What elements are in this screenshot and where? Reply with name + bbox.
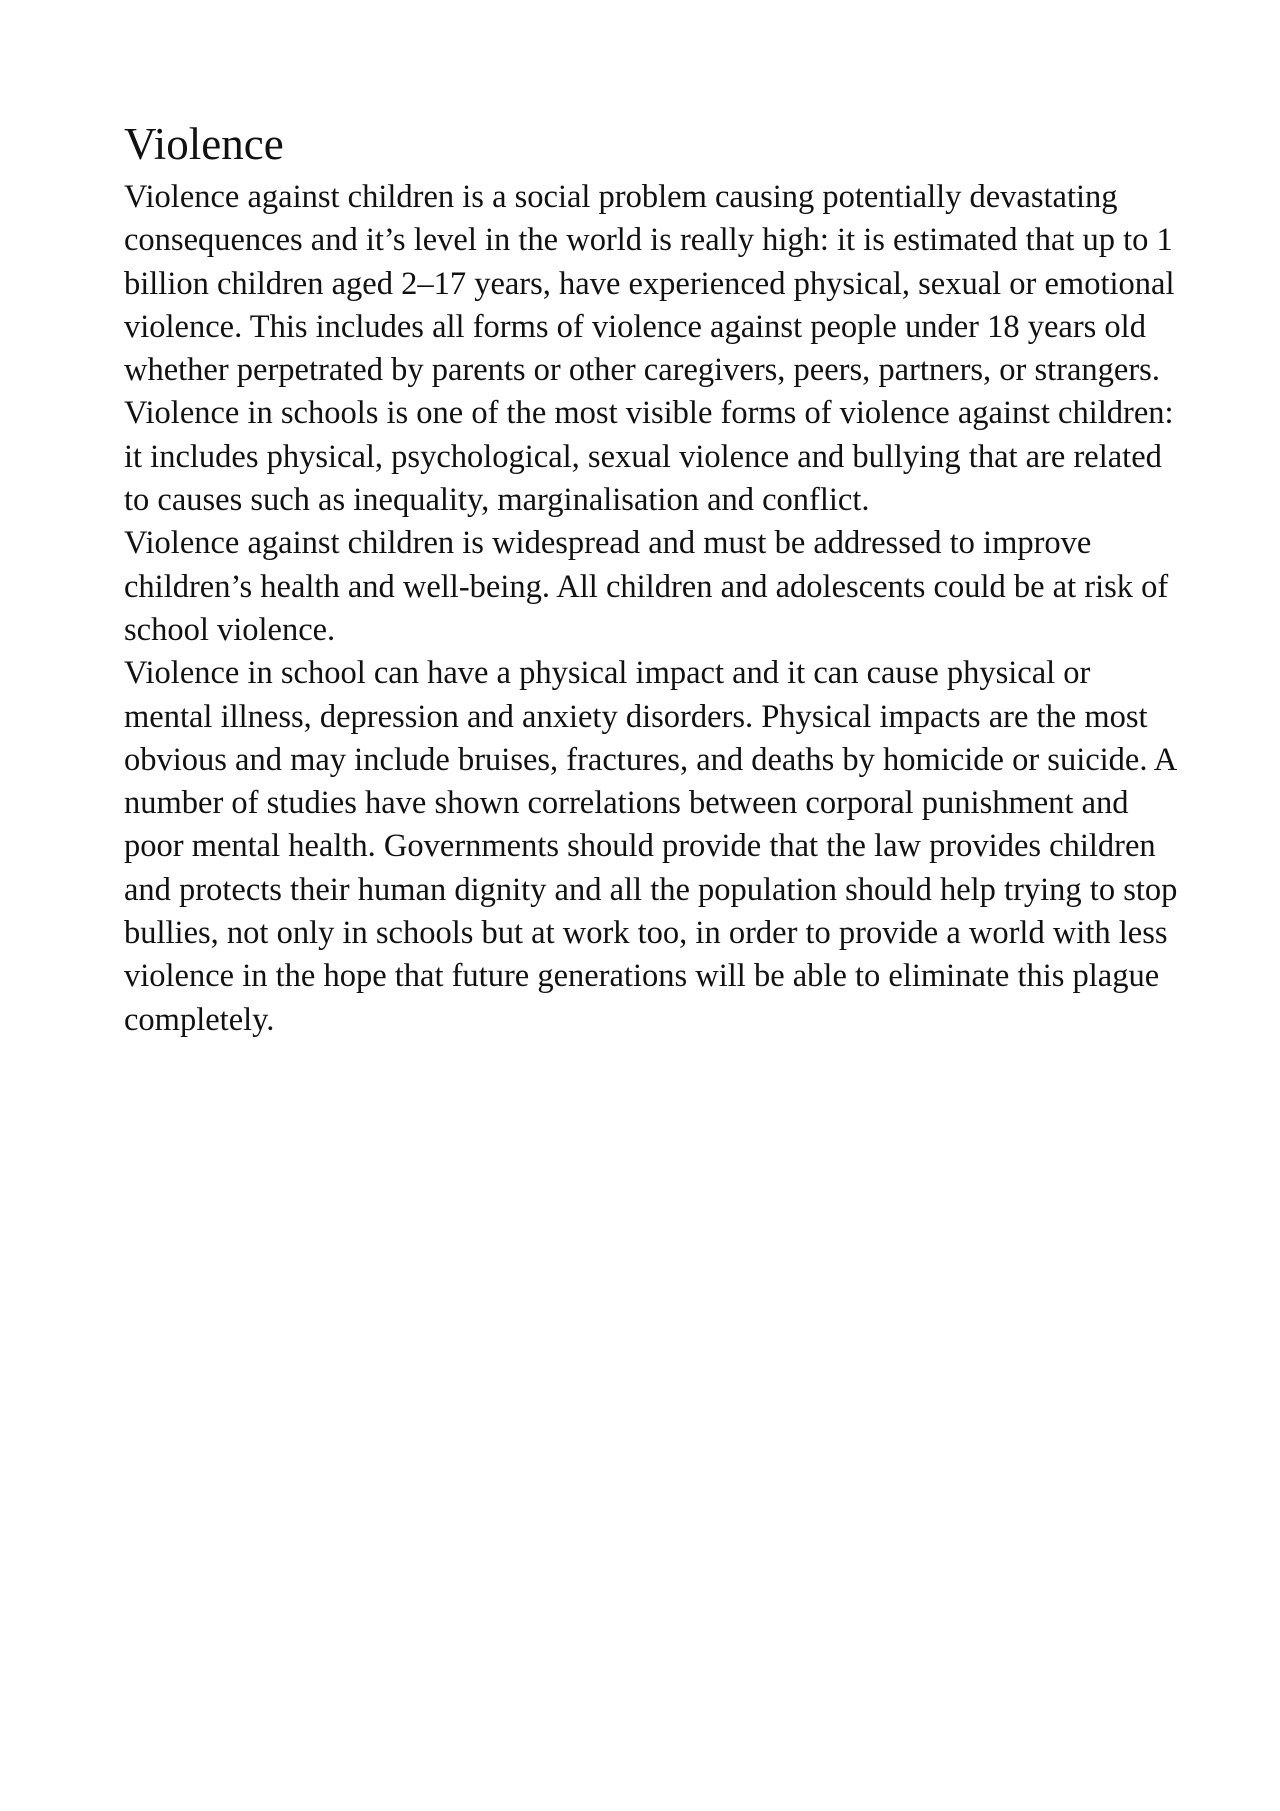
page-title: Violence xyxy=(124,119,284,169)
paragraph-3: Violence against children is widespread and must be addressed to improve children’s health and well-being. All children and adolescents could be at risk of school violence. xyxy=(124,525,1169,648)
document-body xyxy=(124,116,1184,1042)
paragraph-1: Violence against children is a social problem causing potentially devastating consequences and it’s level in the world is really high: it is estimated that up to 1 billion children aged 2–17 years, have experienced physical, sexual or emotional violence. This includes all forms of violence against people under 18 years old whether perpetrated by parents or other caregivers, peers, partners, or strangers. xyxy=(124,179,1175,389)
paragraph-2: Violence in schools is one of the most visible forms of violence against children: it includes physical, psychological, sexual violence and bullying that are related to causes such as inequality, marginalisation and conflict. xyxy=(124,395,1174,519)
paragraph-4: Violence in school can have a physical impact and it can cause physical or mental illness, depression and anxiety disorders. Physical impacts are the most obvious and may include bruises, fractures, and deaths by homicide or suicide. A number of studies have shown correlations between corporal punishment and poor mental health. Governments should provide that the law provides children and protects their human dignity and all the population should help trying to stop bullies, not only in schools but at work too, in order to provide a world with less violence in the hope that future generations will be able to eliminate this plague completely. xyxy=(124,655,1178,1038)
